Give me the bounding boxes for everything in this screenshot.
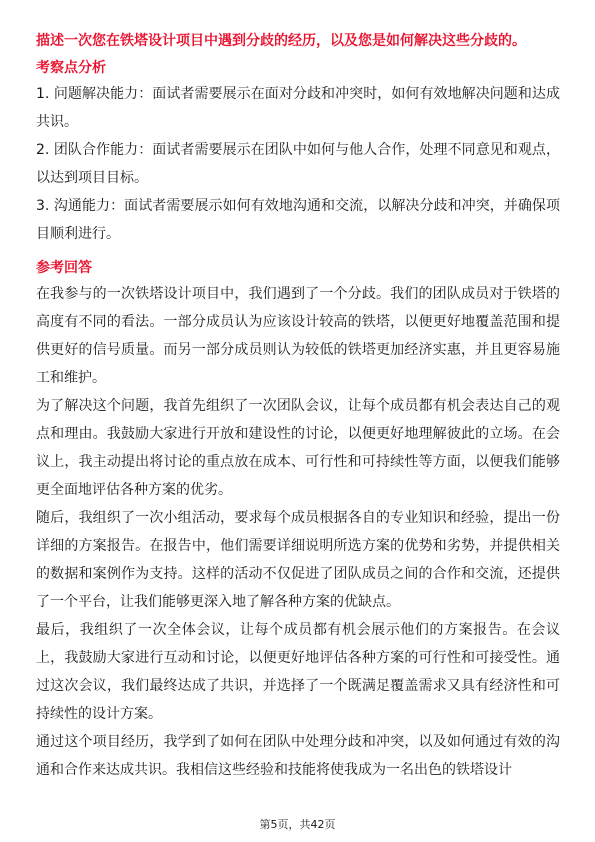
analysis-item-communication: 3. 沟通能力：面试者需要展示如何有效地沟通和交流，以解决分歧和冲突，并确保项目顺利进行。: [36, 198, 560, 242]
answer-paragraph-1: 在我参与的一次铁塔设计项目中，我们遇到了一个分歧。我们的团队成员对于铁塔的高度有不同的看法。一部分成员认为应该设计较高的铁塔，以便更好地覆盖范围和提供更好的信号质量。而另一部分成员则认为较低的铁塔更加经济实惠，并且更容易施工和维护。: [36, 286, 560, 386]
answer-paragraph-3: 随后，我组织了一次小组活动，要求每个成员根据各自的专业知识和经验，提出一份详细的方案报告。在报告中，他们需要详细说明所选方案的优势和劣势，并提供相关的数据和案例作为支持。这样的活动不仅促进了团队成员之间的合作和交流，还提供了一个平台，让我们能够更深入地了解各种方案的优缺点。: [36, 510, 560, 610]
question-title: 描述一次您在铁塔设计项目中遇到分歧的经历，以及您是如何解决这些分歧的。: [36, 33, 526, 49]
page-indicator: 第5页，共42页: [259, 818, 336, 831]
answer-paragraph-5: 通过这个项目经历，我学到了如何在团队中处理分歧和冲突，以及如何通过有效的沟通和合作来达成共识。我相信这些经验和技能将使我成为一名出色的铁塔设计: [36, 734, 560, 778]
analysis-item-problem-solving: 1. 问题解决能力：面试者需要展示在面对分歧和冲突时，如何有效地解决问题和达成共识。: [36, 86, 560, 130]
document-page: [36, 28, 560, 784]
answer-paragraph-2: 为了解决这个问题，我首先组织了一次团队会议，让每个成员都有机会表达自己的观点和理由。我鼓励大家进行开放和建设性的讨论，以便更好地理解彼此的立场。在会议上，我主动提出将讨论的重点放在成本、可行性和可持续性等方面，以便我们能够更全面地评估各种方案的优劣。: [36, 398, 560, 498]
analysis-heading: 考察点分析: [36, 60, 106, 76]
analysis-list: [36, 80, 560, 248]
analysis-item-teamwork: 2. 团队合作能力：面试者需要展示在团队中如何与他人合作，处理不同意见和观点，以达到项目目标。: [36, 142, 560, 186]
answer-heading: 参考回答: [36, 260, 92, 276]
answer-paragraph-4: 最后，我组织了一次全体会议，让每个成员都有机会展示他们的方案报告。在会议上，我鼓励大家进行互动和讨论，以便更好地评估各种方案的可行性和可接受性。通过这次会议，我们最终达成了共识，并选择了一个既满足覆盖需求又具有经济性和可持续性的设计方案。: [36, 622, 560, 722]
